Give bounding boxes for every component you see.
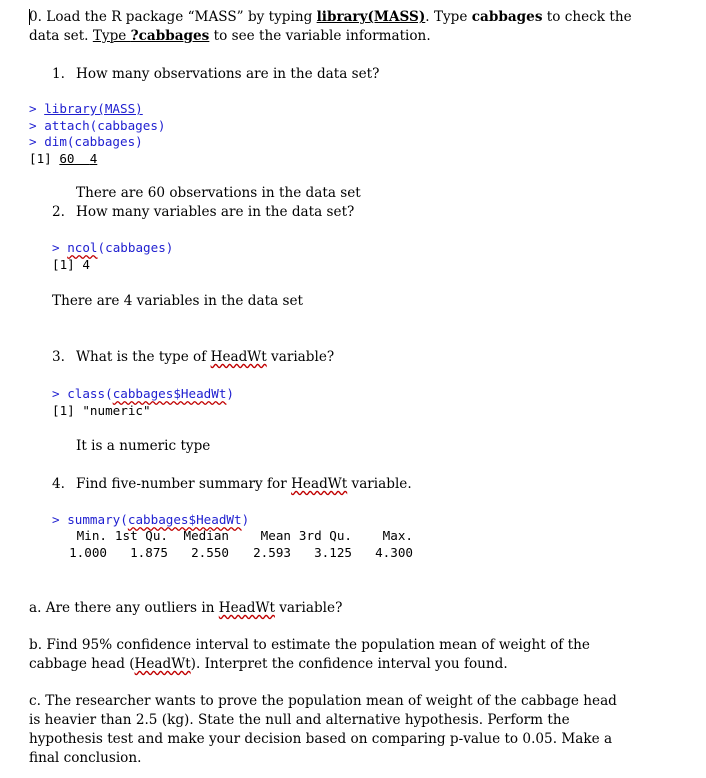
summary-value: 4.300 xyxy=(375,544,413,560)
console-line-dim xyxy=(29,134,143,151)
part-c-line-4: final conclusion. xyxy=(29,750,142,766)
headwt-word: HeadWt xyxy=(218,600,275,616)
console-output-ncol: [1] 4 xyxy=(52,256,90,272)
part-b-line-1: b. Find 95% confidence interval to estimate the population mean of weight of the xyxy=(29,637,590,653)
part-a xyxy=(29,599,342,618)
answer-3: It is a numeric type xyxy=(76,438,211,454)
console-cmd-class: class( xyxy=(67,386,113,401)
summary-value: 1.000 xyxy=(69,544,107,560)
console-cmd-class-arg: cabbages$HeadWt xyxy=(112,386,227,401)
question-4 xyxy=(52,475,412,494)
question-4-text: Find five-number summary for xyxy=(76,476,292,492)
summary-header: Min. xyxy=(76,528,107,543)
summary-value: 1.875 xyxy=(130,544,168,560)
question-2-text: How many variables are in the data set? xyxy=(76,204,355,220)
console-line-attach xyxy=(29,118,166,135)
console-prompt: > xyxy=(29,117,37,133)
console-prompt: > xyxy=(52,240,60,255)
cabbages-word: cabbages xyxy=(471,9,543,25)
output-cols: 4 xyxy=(89,150,98,166)
intro-text-mid: . Type xyxy=(425,9,472,25)
headwt-word: HeadWt xyxy=(291,476,348,492)
part-b-text: cabbage head ( xyxy=(29,656,135,672)
console-prompt: > xyxy=(29,134,37,149)
headwt-word: HeadWt xyxy=(134,656,191,672)
question-3-text-end: variable? xyxy=(266,349,335,365)
console-cmd-library: library(MASS) xyxy=(44,101,143,116)
help-cabbages-code: ?cabbages xyxy=(130,28,210,44)
summary-header: Mean xyxy=(260,528,291,543)
summary-header: Median xyxy=(183,528,229,543)
console-prompt: > xyxy=(29,101,37,116)
output-index: [1] xyxy=(29,150,52,166)
summary-header: 1st Qu. xyxy=(114,528,168,543)
console-cmd-close: ) xyxy=(226,386,235,401)
console-cmd-attach: attach(cabbages) xyxy=(44,117,166,133)
part-b-line-2 xyxy=(29,655,508,674)
library-mass-code: library(MASS) xyxy=(316,9,426,25)
console-prompt: > xyxy=(52,512,60,527)
part-c-line-3: hypothesis test and make your decision based on comparing p-value to 0.05. Make a xyxy=(29,731,613,747)
intro-line2-suffix: to see the variable information. xyxy=(209,28,431,44)
console-line-library xyxy=(29,101,143,118)
summary-output-table xyxy=(61,528,413,561)
question-3 xyxy=(52,348,334,367)
console-cmd-ncol: ncol xyxy=(67,240,98,255)
question-3-number: 3. xyxy=(52,349,65,365)
summary-value: 2.550 xyxy=(191,544,229,560)
part-c-line-1: c. The researcher wants to prove the population mean of weight of the cabbage head xyxy=(29,693,617,709)
question-3-text: What is the type of xyxy=(76,349,211,365)
question-1-text: How many observations are in the data set? xyxy=(76,66,380,82)
console-line-ncol xyxy=(52,240,173,257)
part-a-text-end: variable? xyxy=(274,600,343,616)
summary-header: 3rd Qu. xyxy=(298,528,352,543)
console-cmd-summary: summary( xyxy=(67,512,128,527)
summary-value-row xyxy=(61,545,413,562)
question-2-number: 2. xyxy=(52,204,65,220)
intro-line2-text: data set. xyxy=(29,28,93,44)
intro-text: 0. Load the R package “MASS” by typing xyxy=(29,9,317,25)
question-4-number: 4. xyxy=(52,476,65,492)
intro-line-1 xyxy=(29,8,632,27)
part-c-line-2: is heavier than 2.5 (kg). State the null and alternative hypothesis. Perform the xyxy=(29,712,570,728)
headwt-word: HeadWt xyxy=(210,349,267,365)
intro-text-suffix: to check the xyxy=(542,9,632,25)
answer-1: There are 60 observations in the data set xyxy=(76,185,361,201)
summary-header-row xyxy=(61,528,413,545)
summary-value: 3.125 xyxy=(314,544,352,560)
summary-value: 2.593 xyxy=(253,544,291,560)
part-a-text: a. Are there any outliers in xyxy=(29,600,219,616)
console-cmd-close: ) xyxy=(241,512,250,527)
answer-2: There are 4 variables in the data set xyxy=(52,293,303,309)
console-prompt: > xyxy=(52,386,60,401)
console-output-dim xyxy=(29,151,97,168)
output-rows: 60 xyxy=(59,150,75,166)
summary-header: Max. xyxy=(382,528,413,543)
console-cmd-ncol-arg: (cabbages) xyxy=(97,240,174,255)
console-line-class xyxy=(52,386,234,403)
part-b-text-end: ). Interpret the confidence interval you found. xyxy=(190,656,508,672)
console-cmd-summary-arg: cabbages$HeadWt xyxy=(127,512,242,527)
question-4-text-end: variable. xyxy=(347,476,412,492)
console-cmd-dim: dim(cabbages) xyxy=(44,134,143,149)
console-output-class: [1] "numeric" xyxy=(52,402,151,418)
question-2 xyxy=(52,203,354,222)
type-word: Type xyxy=(92,28,131,44)
console-line-summary xyxy=(52,512,249,529)
intro-line-2 xyxy=(29,27,431,46)
question-1-number: 1. xyxy=(52,66,65,82)
question-1 xyxy=(52,65,379,84)
